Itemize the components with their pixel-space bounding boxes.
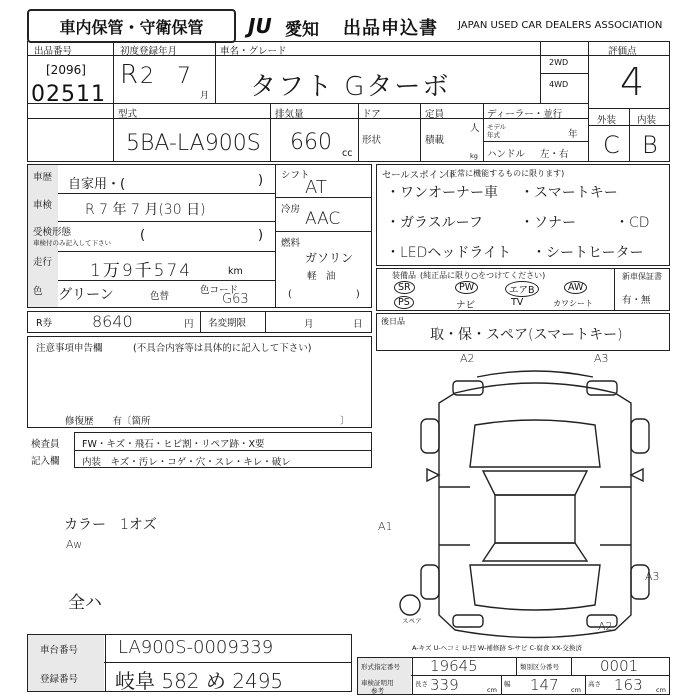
- sales-point-item: ・CD: [615, 215, 650, 231]
- accessories-value: 取・保・スペア(スマートキー): [430, 327, 623, 343]
- damage-mark: A2: [460, 352, 475, 365]
- inspection-value: R 7 年 7 月(30 日): [85, 202, 206, 218]
- history-value: 自家用・(: [68, 177, 126, 192]
- capacity-unit: 人: [470, 123, 480, 134]
- spare-label: スペア: [402, 617, 422, 625]
- drive-4wd: 4WD: [549, 80, 569, 89]
- equipment-tv: TV: [511, 297, 524, 308]
- inspector-label-2: 記入欄: [31, 456, 60, 467]
- aircon-value: AAC: [305, 209, 341, 229]
- registration-year: 2: [140, 64, 154, 89]
- ju-logo: [248, 14, 272, 38]
- reception-note: 車検付のみ記入して下さい: [33, 239, 111, 247]
- sales-point-item: ・シートヒーター: [532, 245, 644, 261]
- sales-point-item: ・スマートキー: [520, 185, 618, 201]
- displacement-label: 排気量: [275, 109, 304, 120]
- name-change-month: 月: [304, 319, 314, 330]
- sales-point-item: ・ソナー: [520, 215, 576, 231]
- warranty-value: 有・無: [622, 295, 651, 306]
- type-designation-label: 形式指定番号: [361, 663, 400, 671]
- warranty-label: 新車保証書: [622, 272, 662, 281]
- color-change-label: 色替: [150, 291, 170, 302]
- notes-label: 注意事項申告欄: [36, 343, 103, 354]
- sales-point-item: ・ガラスルーフ: [386, 215, 483, 231]
- fuel-label: 燃料: [281, 238, 301, 249]
- capacity-label: 定員: [425, 109, 445, 120]
- color-value: グリーン: [58, 287, 114, 303]
- branch-name-text: 愛知: [285, 20, 319, 40]
- lot-number: 02511: [31, 82, 106, 107]
- length-label: 長さ: [415, 680, 428, 688]
- dealer-label: ディーラー・並行: [487, 109, 563, 120]
- reception-label: 受検形態: [33, 227, 72, 238]
- inspector-label-1: 検査員: [31, 439, 60, 450]
- repair-history: 修復歴 有〔箇所: [65, 416, 151, 427]
- model-label: 車名・グレード: [220, 46, 287, 57]
- car-damage-diagram: [395, 355, 675, 650]
- aircon-label: 冷房: [281, 204, 301, 215]
- shift-value: AT: [305, 177, 327, 198]
- damage-mark: A3: [594, 352, 609, 365]
- handle-label: ハンドル: [487, 149, 526, 160]
- equipment-airbag: エアB: [505, 281, 539, 297]
- displacement-value: 660: [290, 130, 332, 155]
- inspector-exterior-checklist: FW・キズ・飛石・ヒビ割・リペア跡・X要: [82, 439, 265, 450]
- registration-label: 初度登録年月: [120, 46, 178, 57]
- color-code: G63: [222, 292, 249, 307]
- class-number-label: 類別区分番号: [520, 663, 559, 671]
- registration-month: 7: [177, 64, 191, 89]
- damage-mark: A1: [378, 520, 393, 533]
- color-code-label: 色コード: [200, 285, 239, 296]
- handle-options: 左・右: [540, 149, 569, 160]
- sales-point-item: ・ワンオーナー車: [386, 185, 498, 201]
- exterior-label: 外装: [597, 115, 617, 126]
- plate-label: 登録番号: [40, 674, 79, 685]
- recycle-unit: 円: [184, 319, 194, 330]
- storage-stamp-text: 車内保管・守衛保管: [59, 17, 204, 37]
- grade-label: 評価点: [608, 46, 637, 57]
- model-year-unit: 年: [568, 129, 578, 140]
- width-unit: cm: [571, 686, 581, 694]
- sales-point-item: ・LEDヘッドライト: [386, 245, 512, 261]
- damage-legend: A-キズ U-ヘコミ U-凹 W-補修跡 S-サビ C-腐食 XX-交換済: [412, 644, 582, 652]
- name-change-label: 名変期限: [208, 318, 247, 329]
- form-title-text: 出品申込書: [343, 18, 438, 39]
- association-name: [458, 20, 662, 31]
- equipment-label: 装備品: [392, 271, 416, 280]
- color-label: 色: [33, 286, 43, 297]
- notes-sublabel: (不具合内容等は具体的に記入して下さい): [133, 343, 312, 354]
- inspector-remark: 全ハ: [68, 593, 102, 613]
- history-label: 車歴: [33, 172, 53, 183]
- branch-name: [285, 15, 319, 40]
- displacement-unit: cc: [342, 148, 353, 159]
- storage-stamp: [27, 9, 236, 43]
- shift-label: シフト: [281, 170, 310, 181]
- ju-logo-mark: JU: [248, 14, 272, 38]
- fuel-close: ): [356, 289, 360, 300]
- doors-label: ドア: [362, 109, 381, 120]
- mileage-value: 1万9千574: [90, 261, 193, 281]
- mileage-label: 走行: [33, 257, 53, 268]
- height-unit: cm: [656, 686, 666, 694]
- model-year-label-2: 年式: [487, 131, 500, 139]
- equipment-aw: AW: [564, 281, 587, 294]
- registration-month-unit: 月: [200, 91, 210, 101]
- length-value: 339: [430, 676, 459, 694]
- height-value: 163: [614, 676, 643, 694]
- equipment-leather-seat: カワシート: [553, 299, 593, 308]
- fuel-diesel: 軽 油: [307, 271, 336, 282]
- recycle-label: R券: [36, 318, 53, 329]
- reception-close: ): [258, 228, 264, 243]
- exterior-grade: C: [603, 131, 620, 159]
- fuel-gas: ガソリン: [305, 251, 354, 265]
- accessories-label: 後日品: [381, 317, 405, 326]
- lot-label: 出品番号: [34, 46, 73, 57]
- registration-era: R: [120, 60, 139, 90]
- recycle-value: 8640: [92, 312, 133, 331]
- plate-number: 岐阜 582 め 2495: [115, 669, 284, 693]
- class-number: 0001: [600, 657, 639, 675]
- certificate-label-1: 車検証明用: [361, 679, 394, 687]
- equipment-pw: PW: [455, 281, 478, 294]
- load-label: 積載: [425, 135, 445, 146]
- lot-sub-number: [2096]: [46, 63, 86, 77]
- association-name-text: JAPAN USED CAR DEALERS ASSOCIATION: [458, 20, 663, 31]
- equipment-note: (純正品に限り○をつけてください): [420, 271, 546, 280]
- sales-points-note: (正常に機能するものに限ります): [446, 169, 565, 178]
- inspector-remark: Aw: [66, 538, 83, 551]
- reception-open: (: [140, 228, 146, 243]
- history-close: ): [258, 173, 264, 188]
- inspector-remark: カラー 1オズ: [64, 517, 157, 533]
- interior-label: 内装: [637, 115, 657, 126]
- fuel-open: (: [288, 289, 292, 300]
- certificate-label-2: 参考: [371, 687, 384, 695]
- chassis-number: LA900S-0009339: [118, 637, 274, 658]
- damage-mark: A2: [598, 620, 613, 633]
- model-value: タフト Gターボ: [250, 72, 451, 102]
- name-change-day: 日: [353, 319, 363, 330]
- length-unit: cm: [487, 686, 497, 694]
- grade-score: 4: [620, 60, 645, 104]
- repair-history-close: 〕: [340, 416, 350, 427]
- height-label: 高さ: [588, 680, 601, 688]
- chassis-label: 車台番号: [40, 645, 79, 656]
- load-unit: kg: [470, 152, 478, 160]
- sales-points-label: セールスポイント: [382, 170, 458, 181]
- mileage-unit: km: [228, 266, 243, 277]
- interior-grade: B: [642, 131, 658, 159]
- form-title: [343, 14, 438, 40]
- shape-label: 形状: [362, 135, 382, 146]
- type-value: 5BA-LA900S: [126, 131, 261, 156]
- drive-2wd: 2WD: [549, 58, 569, 67]
- damage-mark: A3: [645, 570, 660, 583]
- equipment-navi: ナビ: [456, 300, 476, 311]
- equipment-ps: PS: [394, 296, 414, 309]
- type-label: 型式: [118, 109, 138, 120]
- inspector-interior-checklist: 内装 キズ・汚レ・コゲ・穴・スレ・キレ・破レ: [82, 457, 291, 468]
- model-year-label-1: モデル: [487, 123, 507, 131]
- type-designation-number: 19645: [430, 657, 478, 675]
- inspection-label: 車検: [33, 200, 53, 211]
- width-label: 幅: [504, 680, 511, 688]
- equipment-sr: SR: [394, 281, 415, 294]
- width-value: 147: [530, 676, 559, 694]
